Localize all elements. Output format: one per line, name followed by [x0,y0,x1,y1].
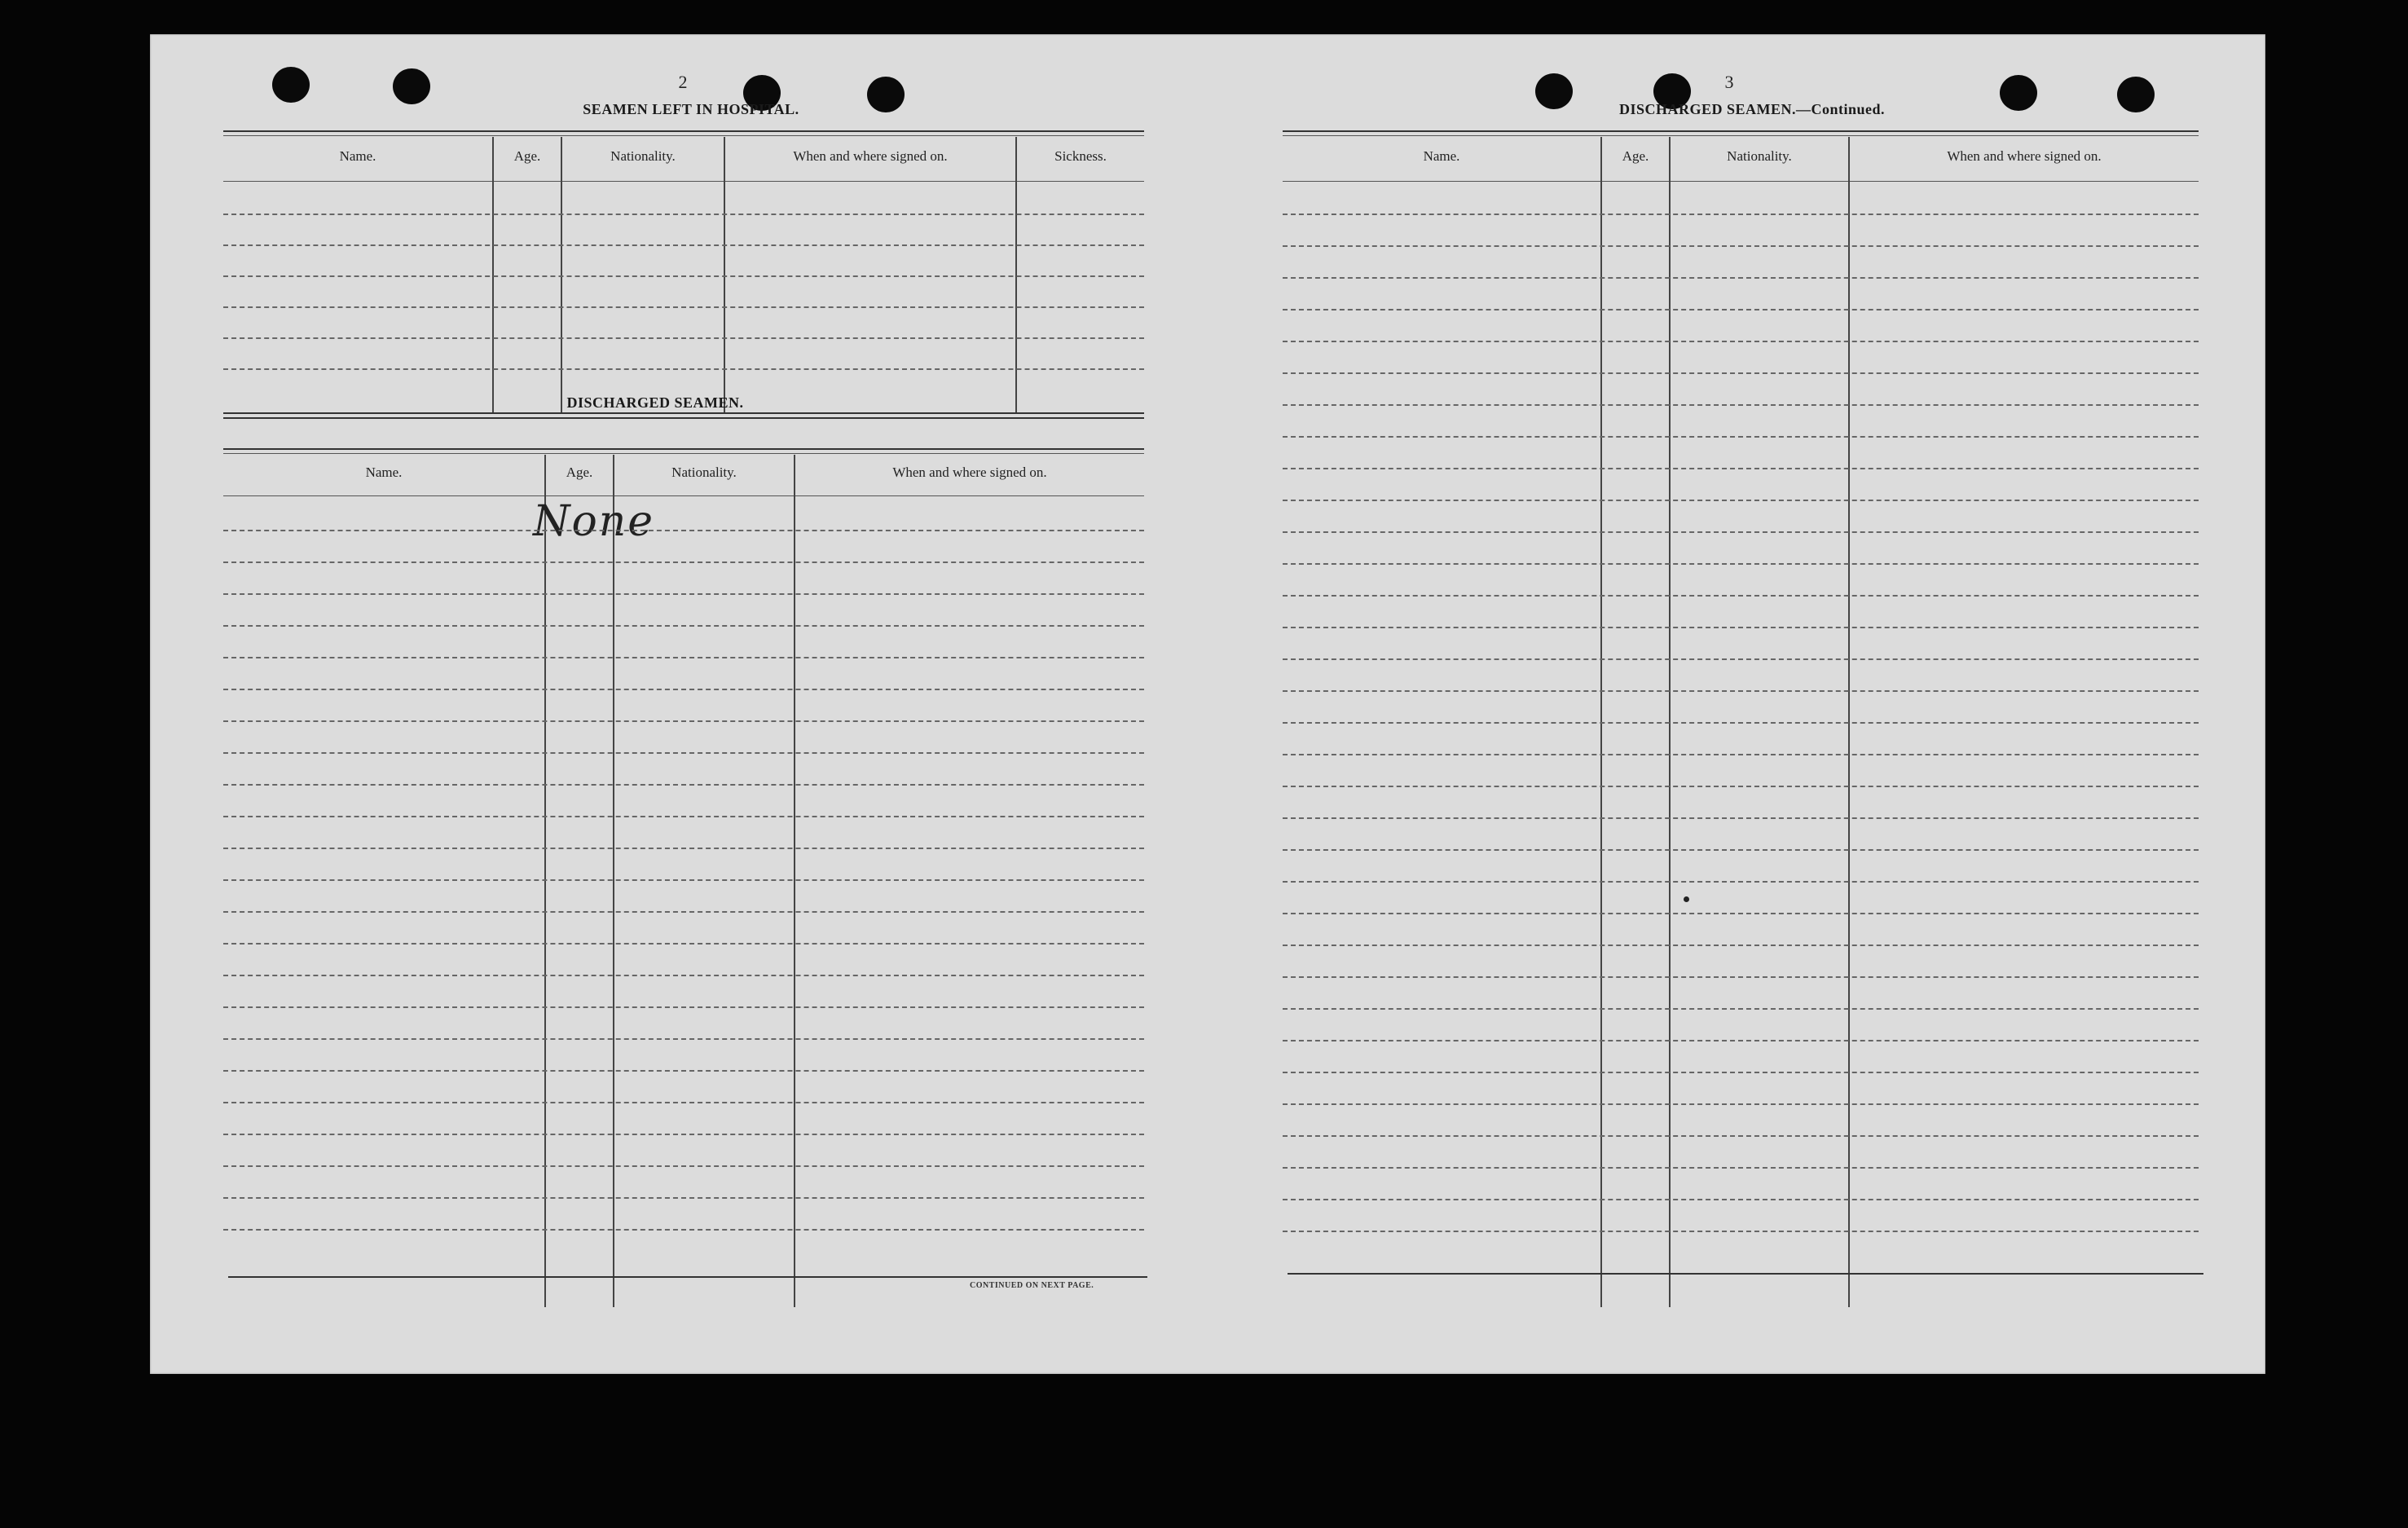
form-row-line [223,1102,1144,1103]
discharged-col-age: Age. [566,465,593,480]
punch-hole [272,67,310,103]
ink-speck [1684,896,1689,902]
form-row-line [1283,1199,2199,1200]
form-row-line [223,368,1144,370]
form-row-line [223,879,1144,881]
form-row-line [1283,436,2199,438]
form-row-line [223,1070,1144,1072]
form-row-line [1283,500,2199,501]
form-row-line [223,214,1144,215]
punch-hole [2117,77,2155,112]
form-row-line [223,689,1144,690]
form-row-line [223,943,1144,945]
form-row-line [1283,214,2199,215]
form-row-line [223,720,1144,722]
form-row-line [223,593,1144,595]
right-section-title-text: DISCHARGED SEAMEN. [1618,101,1796,117]
continued-footer: CONTINUED ON NEXT PAGE. [970,1281,1094,1290]
form-row-line [223,848,1144,849]
form-row-line [223,306,1144,308]
form-row-line [1283,1040,2199,1041]
form-row-line [1283,627,2199,628]
form-row-line [223,784,1144,786]
document-scan [150,34,2265,1374]
form-row-line [1283,1103,2199,1105]
form-row-line [1283,563,2199,565]
form-row-line [223,625,1144,627]
form-row-line [223,337,1144,339]
hospital-section-title: SEAMEN LEFT IN HOSPITAL. [583,101,799,117]
form-row-line [223,657,1144,658]
form-row-line [1283,786,2199,787]
form-row-line [1283,1072,2199,1073]
form-row-line [1283,849,2199,851]
punch-hole [867,77,905,112]
form-row-line [1283,531,2199,533]
handwritten-none: None [533,497,655,546]
hospital-col-name: Name. [339,148,376,164]
hospital-col-age: Age. [513,148,541,164]
form-row-line [1283,1135,2199,1137]
form-row-line [223,1165,1144,1167]
right-col-nationality: Nationality. [1727,148,1792,164]
form-row-line [1283,245,2199,247]
punch-hole [1535,73,1573,109]
form-row-line [223,1229,1144,1231]
form-row-line [223,244,1144,246]
form-row-line [1283,658,2199,660]
form-row-line [223,1006,1144,1008]
form-row-line [1283,277,2199,279]
form-row-line [1283,945,2199,946]
right-page-number: 3 [1724,72,1734,92]
right-col-name: Name. [1423,148,1460,164]
form-row-line [1283,881,2199,883]
punch-hole [393,68,430,104]
form-row-line [223,911,1144,913]
form-row-line [223,816,1144,817]
form-row-line [1283,1167,2199,1169]
right-section-title [1573,101,1931,118]
form-row-line [223,752,1144,754]
discharged-col-nationality: Nationality. [671,465,737,480]
form-row-line [1283,690,2199,692]
punch-hole [2000,75,2037,111]
form-row-line [1283,1008,2199,1010]
form-row-line [1283,468,2199,469]
discharged-col-name: Name. [365,465,403,480]
form-row-line [1283,913,2199,914]
hospital-col-signed-on: When and where signed on. [793,148,948,164]
hospital-col-nationality: Nationality. [610,148,676,164]
form-row-line [1283,976,2199,978]
hospital-col-sickness: Sickness. [1054,148,1107,164]
form-row-line [1283,309,2199,310]
form-row-line [1283,817,2199,819]
form-row-line [1283,722,2199,724]
form-row-line [223,561,1144,563]
right-col-signed-on: When and where signed on. [1947,148,2102,164]
form-row-line [1283,372,2199,374]
form-row-line [223,530,1144,531]
discharged-col-signed-on: When and where signed on. [892,465,1047,480]
form-row-line [223,1134,1144,1135]
form-row-line [223,1038,1144,1040]
form-row-line [1283,595,2199,597]
form-row-line [223,275,1144,277]
form-row-line [1283,1231,2199,1232]
form-row-line [1283,754,2199,755]
left-page-number: 2 [678,72,688,92]
form-row-line [223,1197,1144,1199]
form-row-line [223,975,1144,976]
discharged-section-title: DISCHARGED SEAMEN. [566,394,744,411]
form-row-line [1283,404,2199,406]
right-section-title-suffix: —Continued. [1796,101,1886,117]
right-col-age: Age. [1622,148,1649,164]
form-row-line [1283,341,2199,342]
